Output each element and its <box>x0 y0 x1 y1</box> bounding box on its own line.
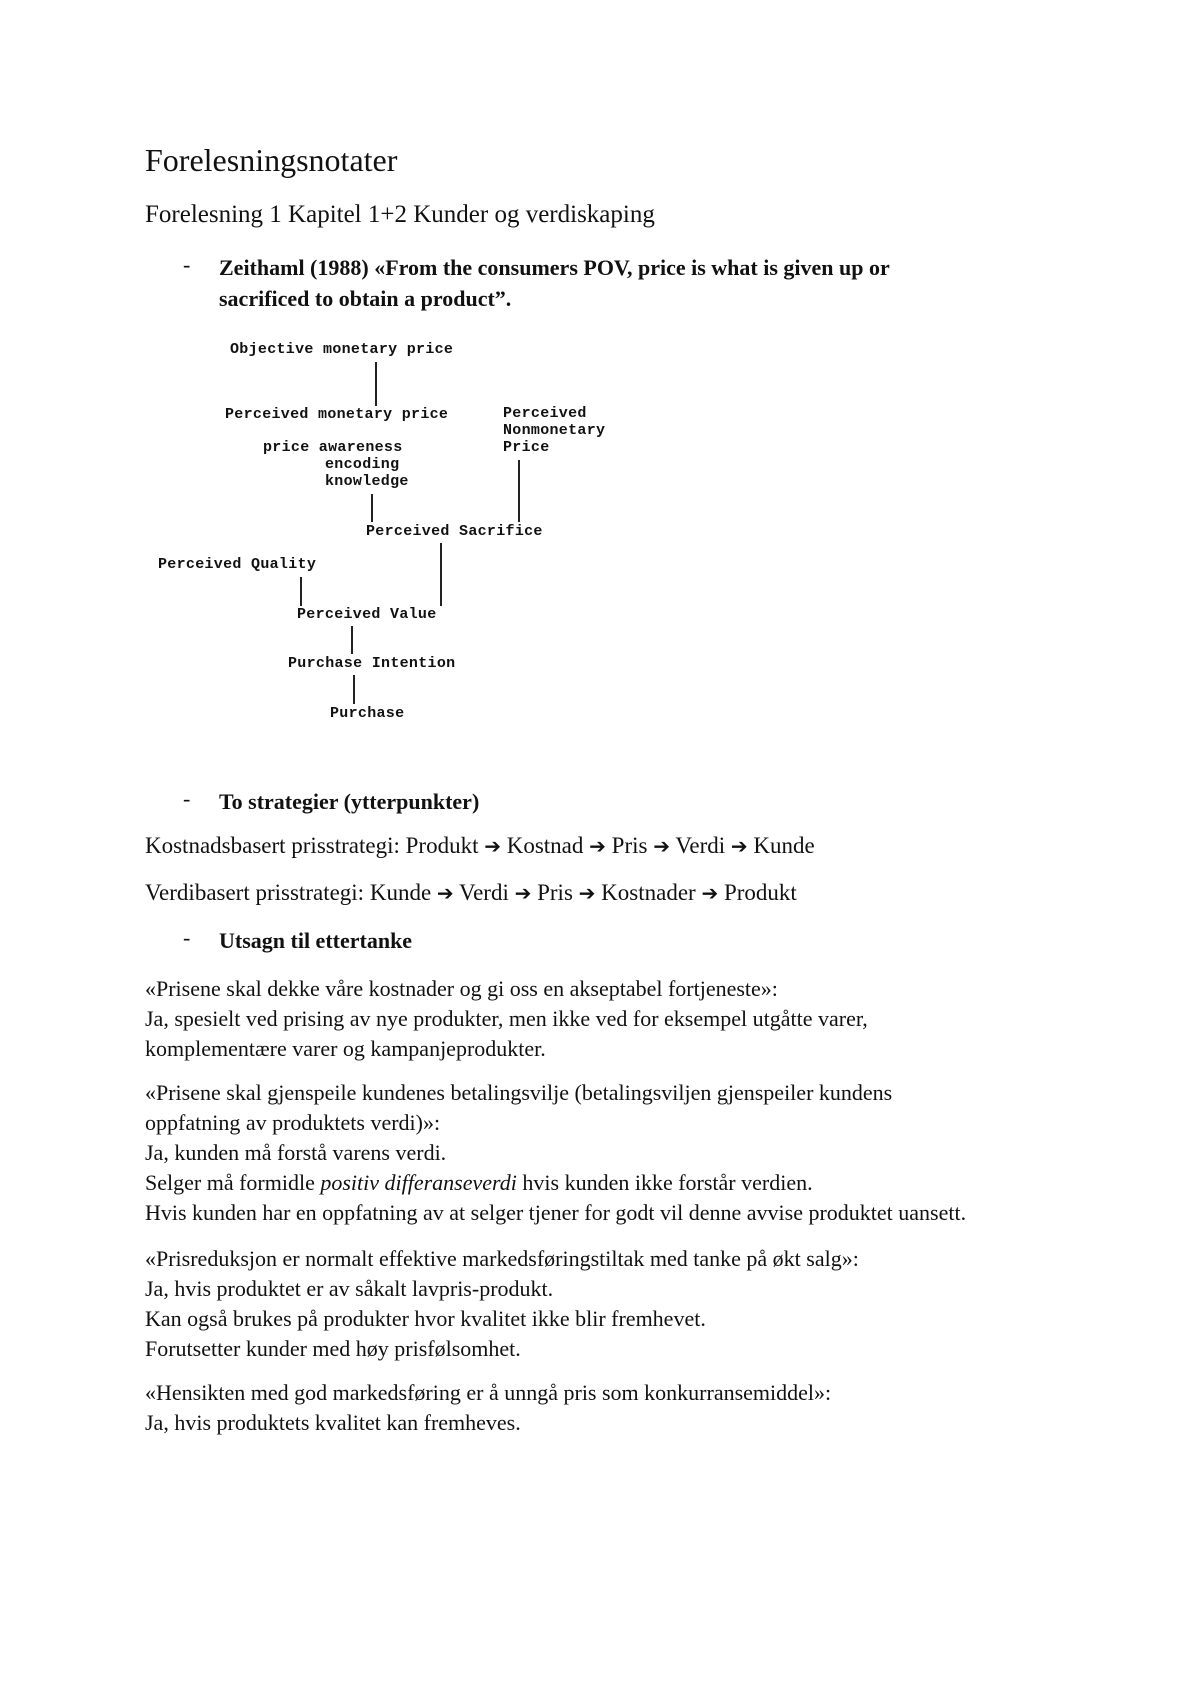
seller-suffix: hvis kunden ikke forstår verdien. <box>516 1170 813 1195</box>
strategy-step: Kunde <box>369 880 432 905</box>
cost-based-strategy <box>145 833 815 859</box>
strategy-step: Kostnad <box>506 833 584 858</box>
label-objective-monetary-price: Objective monetary price <box>230 341 454 358</box>
strategy-step: Kostnader <box>601 880 696 905</box>
label-price-awareness: price awareness <box>263 439 403 456</box>
label-perceived-value: Perceived Value <box>297 606 437 623</box>
arrow-icon: ➔ <box>514 881 532 905</box>
statement-3 <box>145 1244 859 1364</box>
statement-line: Ja, kunden må forstå varens verdi. <box>145 1140 447 1165</box>
arrow-icon: ➔ <box>701 881 719 905</box>
connector-line <box>440 543 442 606</box>
label-encoding: encoding <box>325 456 400 473</box>
page-title: Forelesningsnotater <box>145 142 398 178</box>
statement-line: Ja, spesielt ved prising av nye produkter, men ikke ved for eksempel utgåtte varer, <box>145 1006 868 1031</box>
statement-1 <box>145 974 868 1064</box>
connector-line <box>353 675 355 704</box>
connector-line <box>518 460 520 522</box>
label-perceived-nonmonetary-2: Nonmonetary <box>503 422 606 439</box>
label-knowledge: knowledge <box>325 473 409 490</box>
label-purchase: Purchase <box>330 705 405 722</box>
statement-line: Ja, hvis produktet er av såkalt lavpris-produkt. <box>145 1276 554 1301</box>
strategy-step: Verdi <box>459 880 509 905</box>
statement-line-seller <box>145 1168 966 1198</box>
statement-line: «Prisreduksjon er normalt effektive markedsføringstiltak med tanke på økt salg»: <box>145 1246 859 1271</box>
strategies-heading: To strategier (ytterpunkter) <box>219 789 480 814</box>
statement-line: Ja, hvis produktets kvalitet kan fremheves. <box>145 1410 521 1435</box>
strategy-step: Verdi <box>675 833 726 858</box>
strategy-step: Pris <box>537 880 573 905</box>
strategy-label: Kostnadsbasert prisstrategi: <box>145 833 400 858</box>
strategy-step: Kunde <box>753 833 815 858</box>
strategy-step: Pris <box>611 833 648 858</box>
arrow-icon: ➔ <box>578 881 596 905</box>
seller-prefix: Selger må formidle <box>145 1170 321 1195</box>
statement-line: oppfatning av produktets verdi)»: <box>145 1110 441 1135</box>
statement-line: Kan også brukes på produkter hvor kvalitet ikke blir fremhevet. <box>145 1306 706 1331</box>
statement-line: «Prisene skal gjenspeile kundenes betalingsvilje (betalingsviljen gjenspeiler kundens <box>145 1080 893 1105</box>
bullet-dash: - <box>183 252 191 277</box>
connector-line <box>375 362 377 406</box>
statement-2 <box>145 1078 966 1228</box>
statement-line: Hvis kunden har en oppfatning av at selger tjener for godt vil denne avvise produktet uansett. <box>145 1200 967 1225</box>
quote-line-1: Zeithaml (1988) «From the consumers POV, price is what is given up or <box>219 255 890 280</box>
label-perceived-quality: Perceived Quality <box>158 556 317 573</box>
seller-italic-term: positiv differanseverdi <box>320 1170 517 1195</box>
arrow-icon: ➔ <box>484 834 501 858</box>
statements-heading: Utsagn til ettertanke <box>219 928 413 953</box>
bullet-dash: - <box>183 786 191 811</box>
arrow-icon: ➔ <box>730 834 748 858</box>
perceived-value-diagram <box>0 0 1200 760</box>
statement-line: «Prisene skal dekke våre kostnader og gi oss en akseptabel fortjeneste»: <box>145 976 778 1001</box>
strategy-step: Produkt <box>723 880 797 905</box>
connector-line <box>371 494 373 522</box>
label-perceived-nonmonetary-1: Perceived <box>503 405 587 422</box>
label-purchase-intention: Purchase Intention <box>288 655 456 672</box>
quote-line-2: sacrificed to obtain a product”. <box>219 286 512 311</box>
arrow-icon: ➔ <box>436 881 454 905</box>
connector-line <box>300 577 302 606</box>
bullet-dash: - <box>183 925 191 950</box>
statement-line: komplementære varer og kampanjeprodukter. <box>145 1036 546 1061</box>
statement-line: «Hensikten med god markedsføring er å unngå pris som konkurransemiddel»: <box>145 1380 832 1405</box>
strategy-label: Verdibasert prisstrategi: <box>145 880 365 905</box>
statement-line: Forutsetter kunder med høy prisfølsomhet. <box>145 1336 521 1361</box>
arrow-icon: ➔ <box>589 834 606 858</box>
strategy-step: Produkt <box>405 833 479 858</box>
lecture-heading: Forelesning 1 Kapitel 1+2 Kunder og verdiskaping <box>145 201 655 228</box>
statement-4 <box>145 1378 831 1438</box>
arrow-icon: ➔ <box>653 834 670 858</box>
label-perceived-nonmonetary-3: Price <box>503 439 550 456</box>
label-perceived-monetary-price: Perceived monetary price <box>225 406 449 423</box>
value-based-strategy <box>145 880 797 906</box>
connector-line <box>351 626 353 654</box>
label-perceived-sacrifice: Perceived Sacrifice <box>366 523 543 540</box>
